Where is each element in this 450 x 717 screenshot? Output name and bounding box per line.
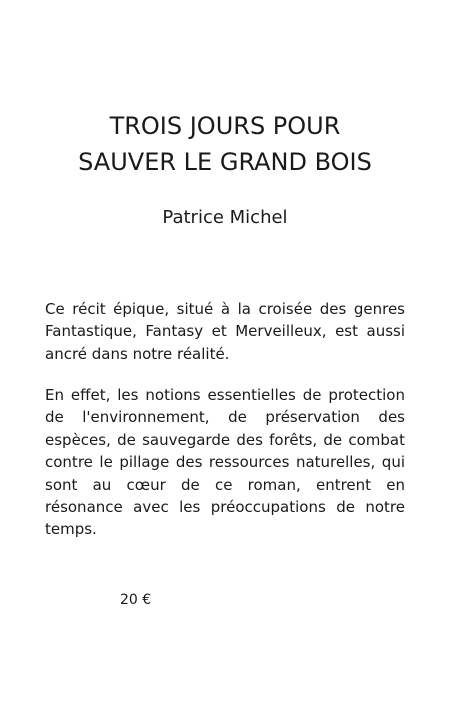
book-title [0, 108, 450, 180]
book-title-line-2: SAUVER LE GRAND BOIS [78, 148, 372, 176]
blurb-paragraph-2: En effet, les notions essentielles de protection de l'environnement, de préservation des espèces, de sauvegarde des forêts, de combat contre le pillage des ressources naturelles, qui sont au cœur de ce roman, entrent en résonance avec les préoccupations de notre temps. [45, 386, 405, 539]
blurb-paragraph-1: Ce récit épique, situé à la croisée des genres Fantastique, Fantasy et Merveilleux, est aussi ancré dans notre réalité. [45, 300, 405, 363]
author-name: Patrice Michel [162, 207, 288, 228]
book-title-line-1: TROIS JOURS POUR [109, 112, 341, 140]
price-label: 20 € [120, 592, 152, 608]
